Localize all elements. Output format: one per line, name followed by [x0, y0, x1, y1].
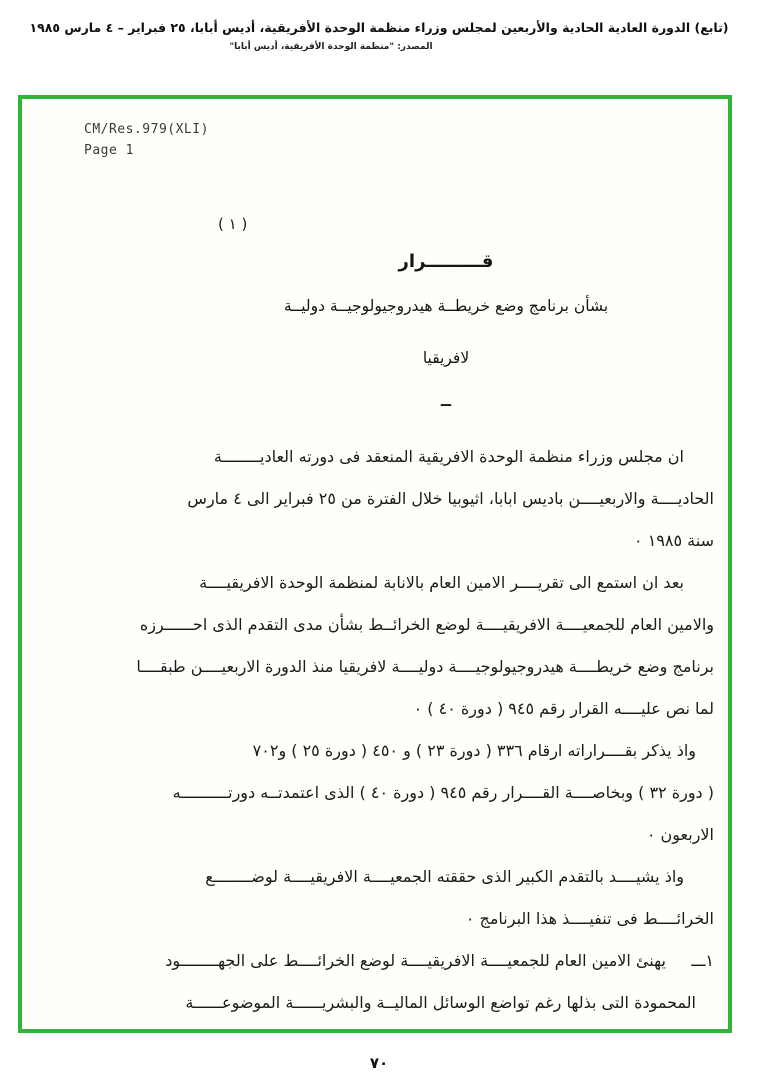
body-line: واذ يشيــــد بالتقدم الكبير الذى حققته الجمعيــــة الافريقيــــة لوضــــــــع: [205, 867, 684, 886]
body-line: واذ يذكر بقــــراراته ارقام ٣٣٦ ( دورة ٢٣ ) و ٤٥٠ ( دورة ٢٥ ) و٧٠٢: [252, 741, 696, 760]
body-line: بعد ان استمع الى تقريــــر الامين العام بالانابة لمنظمة الوحدة الافريقيــــة: [199, 573, 684, 592]
body-line: والامين العام للجمعيــــة الافريقيــــة لوضع الخرائــط بشأن مدى التقدم الذى احــــــرزه: [139, 615, 714, 634]
page-label: Page 1: [84, 143, 134, 158]
body-line: المحمودة التى بذلها رغم تواضع الوسائل الماليــة والبشريــــــة الموضوعــــــة: [185, 993, 696, 1012]
resolution-reference: CM/Res.979(XLI): [84, 122, 209, 137]
document-scan-frame: [18, 95, 732, 1033]
resolution-subtitle-line1: بشأن برنامج وضع خريطــة هيدروجيولوجيــة دوليــة: [283, 297, 609, 315]
page-number: ٧٠: [369, 1054, 389, 1072]
body-line: ( دورة ٣٢ ) وبخاصــــة القــــرار رقم ٩٤٥ ( دورة ٤٠ ) الذى اعتمدتــه دورتــــــــــه: [172, 783, 714, 802]
body-line: برنامج وضع خريطــــة هيدروجيولوجيــــة دوليــــة لافريقيا منذ الدورة الاربعيــــن طبقــــا: [136, 657, 714, 676]
resolution-body: [22, 436, 728, 1024]
body-line: الخرائــــط فى تنفيــــذ هذا البرنامج ٠: [465, 909, 714, 928]
resolution-title: قـــــــــرار: [398, 251, 494, 272]
body-line: الاربعون ٠: [646, 825, 714, 844]
body-line: ان مجلس وزراء منظمة الوحدة الافريقية المنعقد فى دورته العاديــــــــة: [213, 447, 684, 466]
source-line: المصدر: "منظمة الوحدة الأفريقية، أديس أبابا": [229, 42, 433, 52]
page-footer: [0, 1054, 758, 1072]
body-line: ١ـــ يهنئ الامين العام للجمعيــــة الافريقيــــة لوضع الخرائــــط على الجهــــــــود: [165, 951, 714, 970]
catalog-header: [0, 0, 758, 52]
session-title: (تابع) الدورة العادية الحادية والأربعين لمجلس وزراء منظمة الوحدة الأفريقية، أديس أبابا، ٢٥ فبراير – ٤ مارس ١٩٨٥: [29, 20, 729, 35]
title-divider: ــ: [440, 392, 452, 410]
resolution-subtitle-line2: لافريقيا: [422, 349, 470, 367]
item-number: ( ١ ): [218, 215, 248, 233]
resolution-heading: [164, 249, 728, 411]
body-line: الحاديــــة والاربعيــــن باديس ابابا، اثيوبيا خلال الفترة من ٢٥ فبراير الى ٤ مارس: [187, 489, 714, 508]
body-line: لما نص عليــــه القرار رقم ٩٤٥ ( دورة ٤٠ ) ٠: [413, 699, 714, 718]
body-line: سنة ١٩٨٥ ٠: [634, 531, 714, 550]
document-reference-block: [84, 119, 728, 161]
